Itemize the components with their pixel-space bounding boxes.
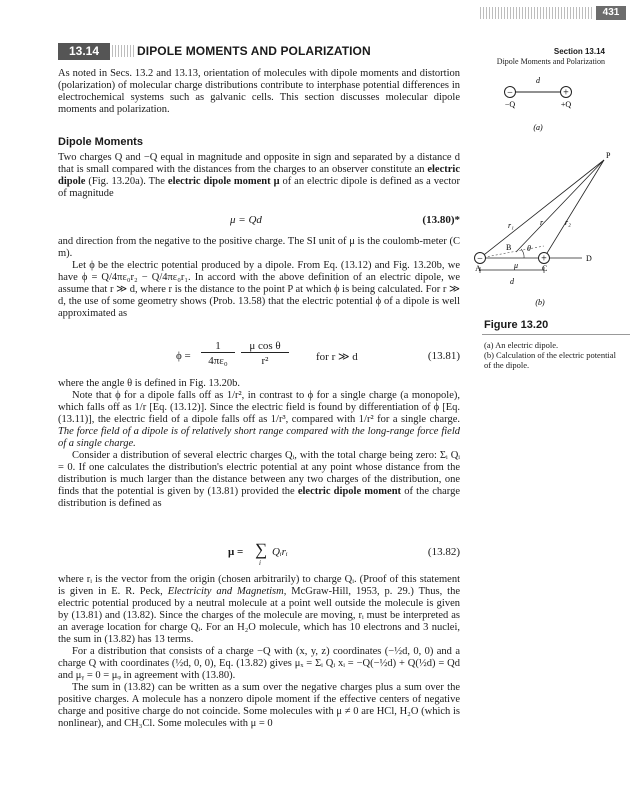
eq3-term: Qᵢrᵢ [272, 546, 288, 558]
caption-b: (b) Calculation of the electric potential of the dipole. [484, 350, 616, 370]
para1-text-a: Two charges Q and −Q equal in magnitude and opposite in sign and separated by a distance d that is small compared with the distances from the charges to an observer constitute an [58, 152, 460, 175]
intro-block [58, 68, 460, 116]
label-r2: r₂ [565, 218, 571, 227]
para5 [58, 390, 460, 450]
eq3-lhs: μ = [228, 546, 244, 558]
para6 [58, 450, 460, 510]
para1-text-e: of an electric dipole is defined as a vector of magnitude [58, 176, 461, 199]
eq2-frac2-den: r² [261, 355, 269, 367]
label-mu: μ [514, 261, 519, 270]
eq2-frac2-num: μ cos θ [241, 340, 289, 353]
fig-b-label: (b) [535, 298, 545, 307]
para7-text-c: McGraw-Hill, 1953, p. 29.) Thus, the electric potential produced by a neutral molecule at a point well outside the molecule is given by (13.81) and (13.82). Since the charges of the molecule are moving, rᵢ must be interpreted as an average location for charge Qᵢ. For an H₂O molecule, which has 10 electrons and 3 nuclei, the sum in (13.82) has 13 terms. [58, 586, 460, 645]
label-r: r [540, 218, 544, 227]
pos-sign-b: + [541, 253, 547, 265]
subheading-dipole-moments: Dipole Moments [58, 136, 143, 148]
para5-text-a: Note that ϕ for a dipole falls off as 1/r², in contrast to ϕ for a single charge (a monopole), which falls off as 1/r [Eq. (13.12)]. Since the electric field is found by differentiation of ϕ [Eq. (13.11)], the electric field of a dipole falls off as 1/r³, compared with 1/r² for a single charge. [58, 390, 460, 425]
label-d-b: d [510, 277, 514, 286]
section-title: DIPOLE MOMENTS AND POLARIZATION [137, 44, 371, 58]
neg-sign-a: − [507, 87, 513, 99]
eq3-sub: i [259, 559, 261, 567]
pos-label-a: +Q [560, 100, 572, 109]
label-r1: r₁ [508, 221, 514, 230]
eq3-sum: ∑ [255, 540, 268, 559]
term-electric-dipole: electric dipole [58, 164, 460, 187]
para7-text-a: where rᵢ is the vector from the origin (chosen arbitrarily) to charge Qᵢ. (Proof of this statement is given in E. R. Peck, [58, 574, 460, 597]
final-block [58, 574, 460, 730]
para6-text-c: of the charge distribution is defined as [58, 486, 460, 509]
label-A: A [475, 264, 481, 273]
label-theta: θ [527, 244, 531, 253]
line-ab [480, 246, 544, 258]
eq2-condition: for r ≫ d [316, 351, 358, 363]
theta-arc [521, 249, 524, 258]
term-dipole-moment: electric dipole moment μ [167, 176, 280, 187]
para1 [58, 152, 460, 200]
line-r2 [544, 160, 604, 258]
eq2-lhs: ϕ = [176, 350, 191, 362]
figure-title: Figure 13.20 [484, 319, 549, 331]
equation-13-81 [58, 340, 460, 372]
label-D: D [586, 254, 592, 263]
para1-text-c: (Fig. 13.20a). The [85, 176, 168, 187]
para9: The sum in (13.82) can be written as a sum over the negative charges plus a sum over the positive charges. A molecule has a nonzero dipole moment if the effective centers of negative charge and positive charge do not coincide. Some molecules with μ ≠ 0 are HCl, H₂O (which is nonlinear), and CH₃Cl. Some molecules with μ = 0 [58, 682, 460, 729]
book-title: Electricity and Magnetism, [167, 586, 287, 597]
para1-block [58, 152, 460, 200]
body-block [58, 378, 460, 510]
running-title: Dipole Moments and Polarization [496, 57, 605, 66]
pos-sign-a: + [563, 87, 569, 99]
intro-paragraph: As noted in Secs. 13.2 and 13.13, orientation of molecules with dipole moments and distortion (polarization) of molecular charge distributions contribute to interphase potential differences in electrochemical systems such as galvanic cells. This section discusses molecular dipole moments and polarization. [58, 68, 460, 115]
equation-13-82 [58, 540, 460, 570]
caption-a: (a) An electric dipole. [484, 340, 559, 350]
sep-label-a: d [536, 76, 540, 85]
line-r1 [480, 160, 604, 258]
section-number: 13.14 [58, 43, 110, 60]
fig-a-label: (a) [533, 123, 543, 132]
eq2-number: (13.81) [427, 350, 460, 362]
term-dipole-moment-distribution: electric dipole moment [297, 486, 402, 497]
para8: For a distribution that consists of a charge −Q with (x, y, z) coordinates (−½d, 0, 0) and a charge Q with coordinates (½d, 0, 0), Eq. (13.82) gives μₓ = Σᵢ Qᵢ xᵢ = −Q(−½d) + Q(½d) = Qd and μᵧ = 0 = μᵩ in agreement with (13.80). [58, 646, 460, 681]
para2: and direction from the negative to the positive charge. The SI unit of μ is the coulomb-meter (C m). [58, 236, 460, 259]
eq1-text: μ = Qd [230, 214, 262, 226]
para2-block [58, 236, 460, 320]
para6-text-a: Consider a distribution of several electric charges Qᵢ, with the total charge being zero: Σᵢ Qᵢ = 0. If one calculates the distribution's electric potential at any point whose distance from the distribution is much larger than the distance between any two charges of the distribution, one finds that the potential is given by (13.81) provided the [58, 450, 460, 497]
para3: Let ϕ be the electric potential produced by a dipole. From Eq. (13.12) and Fig. 13.20b, we have ϕ = Q/4πε₀r₂ − Q/4πε₀r₁. In accord with the above definition of an electric dipole, we assume that r ≫ d, where r is the distance to the point P at which ϕ is being calculated. For r ≫ d, the use of some geometry shows (Prob. 13.58) that the electric potential ϕ of a dipole is well approximated as [58, 260, 460, 319]
neg-sign-b: − [477, 253, 483, 265]
neg-label-a: −Q [504, 100, 516, 109]
para5-italic: The force field of a dipole is of relatively short range compared with the long-range force field of a single charge. [58, 426, 460, 449]
header-stripe [480, 7, 594, 19]
line-r [516, 160, 604, 252]
para7 [58, 574, 460, 646]
eq2-frac1-den: 4πε₀ [208, 355, 228, 367]
label-C: C [542, 264, 548, 273]
figure-13-20 [470, 70, 635, 315]
eq2-frac1-num: 1 [201, 340, 235, 353]
page-number: 431 [596, 6, 626, 20]
figure-rule [482, 334, 630, 335]
label-B: B [506, 243, 512, 252]
para4: where the angle θ is defined in Fig. 13.20b. [58, 378, 241, 389]
running-section: Section 13.14 [553, 47, 605, 56]
running-head [497, 47, 605, 67]
eq3-number: (13.82) [427, 546, 460, 558]
label-P: P [606, 151, 611, 160]
figure-caption [484, 340, 624, 370]
eq1-number: (13.80)* [422, 214, 460, 226]
